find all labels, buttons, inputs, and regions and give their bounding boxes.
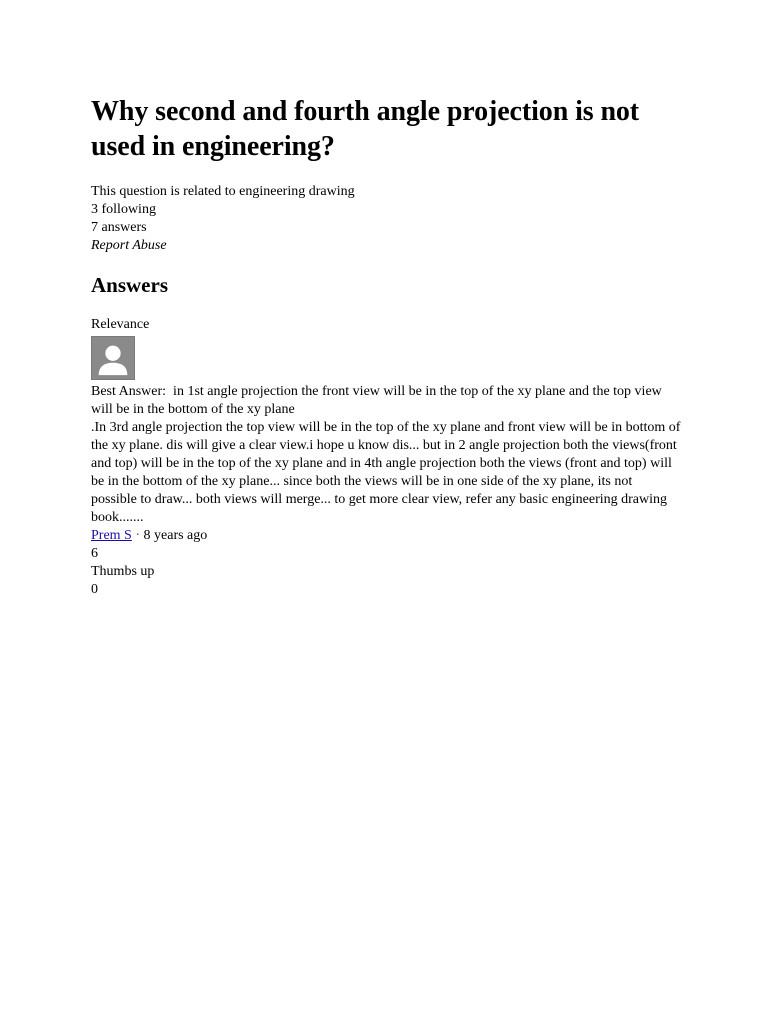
report-abuse-link[interactable]: Report Abuse: [91, 238, 167, 253]
answers-heading: Answers: [91, 273, 168, 297]
user-silhouette-icon[interactable]: [91, 336, 135, 380]
separator: ·: [131, 528, 144, 543]
question-title: Why second and fourth angle projection is not used in engineering?: [91, 96, 640, 162]
answer-time: 8 years ago: [143, 528, 208, 543]
following-count: 3 following: [91, 202, 156, 217]
question-detail: This question is related to engineering drawing: [91, 184, 355, 199]
thumbs-up-count: 6: [91, 546, 98, 561]
best-answer-text: Best Answer: in 1st angle projection the front view will be in the top of the xy plane and the top view will be in the bottom of the xy plane .In 3rd angle projection the top view will be in the top of the xy plane and front view will be in bottom of the xy plane. dis will give a clear view.i hope u know dis... but in 2 angle projection both the views(front and top) will be in the top of the xy plane and in 4th angle projection both the views (front and top) will be in the bottom of the xy plane... since both the views will be in one side of the xy plane, its not possible to draw... both views will merge... to get more clear view, refer any basic engineering drawing book.......: [91, 384, 681, 525]
thumbs-down-count: 0: [91, 582, 98, 597]
sort-relevance[interactable]: Relevance: [91, 317, 150, 332]
page-content: [91, 94, 681, 599]
thumbs-up-button[interactable]: Thumbs up: [91, 564, 155, 579]
answer-author-line: [91, 527, 681, 545]
answers-count: 7 answers: [91, 220, 147, 235]
author-link[interactable]: Prem S: [91, 528, 132, 543]
